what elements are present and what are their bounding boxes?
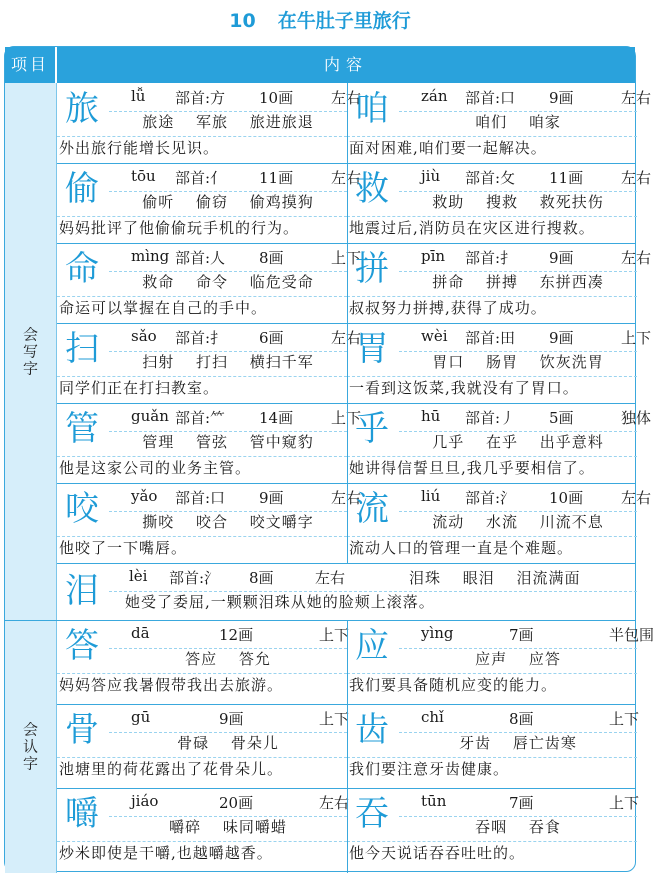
guide-line: [347, 216, 637, 217]
hanzi: 吞: [355, 794, 389, 834]
guide-line: [109, 111, 347, 112]
char-meta: [109, 620, 350, 648]
char-card: [57, 788, 350, 868]
example-sentence: 池塘里的荷花露出了花骨朵儿。: [59, 760, 284, 778]
strokes: 9画: [549, 329, 574, 347]
example-sentence: 他是这家公司的业务主管。: [59, 459, 252, 477]
strokes: 8画: [249, 569, 274, 587]
pinyin: jiù: [421, 167, 441, 185]
pinyin: jiáo: [131, 792, 159, 810]
structure: 左右: [621, 249, 652, 267]
guide-line: [57, 673, 347, 674]
guide-line: [57, 456, 347, 457]
char-card: [347, 483, 652, 563]
hanzi: 答: [65, 626, 99, 666]
word-list: 扫射 打扫 横扫千军: [142, 353, 314, 371]
char-meta: [399, 483, 652, 511]
guide-line: [399, 111, 637, 112]
word-list: 旅途 军旅 旅进旅退: [142, 113, 314, 131]
hanzi: 骨: [65, 710, 99, 750]
char-card: [347, 323, 652, 403]
radical: 部首:人: [175, 249, 226, 267]
pinyin: pīn: [421, 247, 446, 265]
guide-line: [399, 816, 637, 817]
structure: 上下: [319, 626, 350, 644]
guide-line: [347, 841, 637, 842]
example-sentence: 她讲得信誓旦旦,我几乎要相信了。: [349, 459, 595, 477]
hanzi: 命: [65, 249, 99, 289]
example-sentence: 妈妈答应我暑假带我出去旅游。: [59, 676, 284, 694]
char-meta: [399, 403, 652, 431]
header-col-content: 内容: [323, 55, 368, 74]
char-card: [57, 620, 350, 700]
guide-line: [57, 376, 347, 377]
example-sentence: 她受了委屈,一颗颗泪珠从她的脸颊上滚落。: [125, 593, 435, 611]
strokes: 7画: [509, 794, 534, 812]
word-list: 牙齿 唇亡齿寒: [459, 734, 577, 752]
guide-line: [109, 732, 347, 733]
lesson-name: 在牛肚子里旅行: [277, 10, 411, 32]
word-list: 救助 搜救 救死扶伤: [432, 193, 604, 211]
guide-line: [347, 757, 637, 758]
guide-line: [57, 841, 347, 842]
guide-line: [109, 351, 347, 352]
guide-line: [57, 216, 347, 217]
char-meta: [109, 243, 362, 271]
char-meta: [109, 788, 350, 816]
char-card: [57, 483, 362, 563]
lesson-number: 10: [229, 10, 256, 32]
structure: 左右: [621, 169, 652, 187]
word-list: 骨碌 骨朵儿: [177, 734, 279, 752]
structure: 半包围: [609, 626, 654, 644]
word-list: 拼命 拼搏 东拼西凑: [432, 273, 604, 291]
char-card: [347, 620, 654, 700]
word-list: 吞咽 吞食: [475, 818, 561, 836]
hanzi: 嚼: [65, 794, 99, 834]
radical: 部首:⺮: [175, 409, 226, 427]
word-list: 偷听 偷窃 偷鸡摸狗: [142, 193, 314, 211]
guide-line: [399, 511, 637, 512]
structure: 上下: [609, 710, 640, 728]
lesson-title: [0, 6, 640, 33]
radical: 部首:亻: [175, 169, 226, 187]
example-sentence: 地震过后,消防员在灾区进行搜救。: [349, 219, 595, 237]
structure: 左右: [331, 89, 362, 107]
guide-line: [399, 351, 637, 352]
char-meta: [109, 403, 362, 431]
strokes: 10画: [259, 89, 294, 107]
hanzi: 应: [355, 626, 389, 666]
hanzi: 泪: [65, 571, 99, 611]
char-card: [57, 563, 637, 620]
section-label-read: 会认字: [5, 620, 57, 873]
guide-line: [57, 136, 347, 137]
radical: 部首:方: [175, 89, 226, 107]
guide-line: [399, 191, 637, 192]
pinyin: tūn: [421, 792, 447, 810]
guide-line: [347, 536, 637, 537]
structure: 左右: [621, 89, 652, 107]
pinyin: sǎo: [131, 327, 157, 345]
example-sentence: 炒米即使是干嚼,也越嚼越香。: [59, 844, 273, 862]
char-meta: [399, 243, 652, 271]
char-card: [347, 704, 640, 784]
structure: 上下: [331, 249, 362, 267]
char-card: [347, 83, 652, 163]
pinyin: yǎo: [131, 487, 158, 505]
word-list: 撕咬 咬合 咬文嚼字: [142, 513, 314, 531]
radical: 部首:扌: [175, 329, 226, 347]
char-meta: [399, 83, 652, 111]
example-sentence: 流动人口的管理一直是个难题。: [349, 539, 574, 557]
char-meta: [399, 323, 652, 351]
structure: 左右: [315, 569, 346, 587]
example-sentence: 一看到这饭菜,我就没有了胃口。: [349, 379, 579, 397]
structure: 上下: [609, 794, 640, 812]
example-sentence: 他咬了一下嘴唇。: [59, 539, 188, 557]
structure: 上下: [331, 409, 362, 427]
hanzi: 乎: [355, 409, 389, 449]
strokes: 11画: [259, 169, 294, 187]
strokes: 7画: [509, 626, 534, 644]
char-meta: [109, 83, 362, 111]
strokes: 11画: [549, 169, 584, 187]
structure: 左右: [331, 329, 362, 347]
structure: 上下: [621, 329, 652, 347]
strokes: 5画: [549, 409, 574, 427]
example-sentence: 我们要具备随机应变的能力。: [349, 676, 558, 694]
hanzi: 咱: [355, 89, 389, 129]
guide-line: [399, 271, 637, 272]
guide-line: [109, 191, 347, 192]
table-header: [5, 47, 635, 83]
example-sentence: 我们要注意牙齿健康。: [349, 760, 510, 778]
hanzi: 救: [355, 169, 389, 209]
vocab-table: [4, 46, 654, 872]
strokes: 14画: [259, 409, 294, 427]
guide-line: [109, 271, 347, 272]
pinyin: chǐ: [421, 708, 444, 726]
example-sentence: 面对困难,咱们要一起解决。: [349, 139, 547, 157]
char-meta: [109, 483, 362, 511]
word-list: 泪珠 眼泪 泪流满面: [409, 569, 581, 587]
pinyin: guǎn: [131, 407, 169, 425]
example-sentence: 他今天说话吞吞吐吐的。: [349, 844, 526, 862]
strokes: 20画: [219, 794, 254, 812]
guide-line: [347, 456, 637, 457]
guide-line: [347, 136, 637, 137]
word-list: 几乎 在乎 出乎意料: [432, 433, 604, 451]
strokes: 9画: [549, 89, 574, 107]
guide-line: [347, 673, 637, 674]
pinyin: dā: [131, 624, 150, 642]
guide-line: [109, 591, 637, 592]
strokes: 9画: [219, 710, 244, 728]
guide-line: [57, 536, 347, 537]
radical: 部首:攵: [465, 169, 516, 187]
guide-line: [347, 376, 637, 377]
strokes: 9画: [549, 249, 574, 267]
char-card: [57, 163, 362, 243]
pinyin: wèi: [421, 327, 448, 345]
guide-line: [109, 431, 347, 432]
hanzi: 拼: [355, 249, 389, 289]
guide-line: [109, 648, 347, 649]
example-sentence: 妈妈批评了他偷偷玩手机的行为。: [59, 219, 300, 237]
word-list: 管理 管弦 管中窥豹: [142, 433, 314, 451]
radical: 部首:扌: [465, 249, 516, 267]
guide-line: [399, 732, 637, 733]
structure: 独体: [621, 409, 652, 427]
char-meta: [109, 323, 362, 351]
guide-line: [57, 296, 347, 297]
example-sentence: 命运可以掌握在自己的手中。: [59, 299, 268, 317]
radical: 部首:丿: [465, 409, 516, 427]
structure: 左右: [331, 169, 362, 187]
hanzi: 旅: [65, 89, 99, 129]
char-card: [347, 788, 640, 868]
structure: 左右: [319, 794, 350, 812]
radical: 部首:口: [175, 489, 226, 507]
char-meta: [399, 704, 640, 732]
hanzi: 咬: [65, 489, 99, 529]
word-list: 咱们 咱家: [475, 113, 561, 131]
pinyin: mìng: [131, 247, 170, 265]
guide-line: [57, 757, 347, 758]
section-label-write: 会写字: [5, 83, 57, 620]
structure: 左右: [621, 489, 652, 507]
radical: 部首:氵: [465, 489, 516, 507]
strokes: 8画: [509, 710, 534, 728]
char-card: [57, 403, 362, 483]
char-meta: [399, 620, 654, 648]
strokes: 9画: [259, 489, 284, 507]
col-rule: [347, 83, 348, 563]
word-list: 答应 答允: [185, 650, 271, 668]
guide-line: [347, 296, 637, 297]
strokes: 6画: [259, 329, 284, 347]
char-meta: [399, 163, 652, 191]
char-card: [57, 704, 350, 784]
char-card: [57, 243, 362, 323]
guide-line: [399, 431, 637, 432]
structure: 左右: [331, 489, 362, 507]
pinyin: gū: [131, 708, 151, 726]
word-list: 嚼碎 味同嚼蜡: [169, 818, 287, 836]
pinyin: lèi: [129, 567, 148, 585]
example-sentence: 叔叔努力拼搏,获得了成功。: [349, 299, 547, 317]
word-list: 应声 应答: [475, 650, 561, 668]
hanzi: 流: [355, 489, 389, 529]
hanzi: 管: [65, 409, 99, 449]
word-list: 流动 水流 川流不息: [432, 513, 604, 531]
char-meta: [399, 788, 640, 816]
hanzi: 齿: [355, 710, 389, 750]
pinyin: zán: [421, 87, 448, 105]
word-list: 胃口 肠胃 饮灰洗胃: [432, 353, 604, 371]
structure: 上下: [319, 710, 350, 728]
char-card: [347, 403, 652, 483]
hanzi: 扫: [65, 329, 99, 369]
strokes: 10画: [549, 489, 584, 507]
pinyin: lǚ: [131, 87, 146, 105]
char-meta: [109, 704, 350, 732]
char-card: [347, 243, 652, 323]
guide-line: [109, 816, 347, 817]
radical: 部首:氵: [169, 569, 220, 587]
char-card: [57, 323, 362, 403]
example-sentence: 外出旅行能增长见识。: [59, 139, 220, 157]
example-sentence: 同学们正在打扫教室。: [59, 379, 220, 397]
char-card: [57, 83, 362, 163]
col-rule: [347, 620, 348, 873]
char-card: [347, 163, 652, 243]
guide-line: [399, 648, 637, 649]
char-meta: [109, 163, 362, 191]
hanzi: 胃: [355, 329, 389, 369]
pinyin: hū: [421, 407, 441, 425]
guide-line: [109, 511, 347, 512]
strokes: 8画: [259, 249, 284, 267]
radical: 部首:口: [465, 89, 516, 107]
header-col-item: 项目: [5, 47, 57, 83]
strokes: 12画: [219, 626, 254, 644]
radical: 部首:田: [465, 329, 516, 347]
pinyin: liú: [421, 487, 441, 505]
pinyin: tōu: [131, 167, 156, 185]
hanzi: 偷: [65, 169, 99, 209]
word-list: 救命 命令 临危受命: [142, 273, 314, 291]
char-meta: [109, 563, 637, 591]
pinyin: yìng: [421, 624, 454, 642]
